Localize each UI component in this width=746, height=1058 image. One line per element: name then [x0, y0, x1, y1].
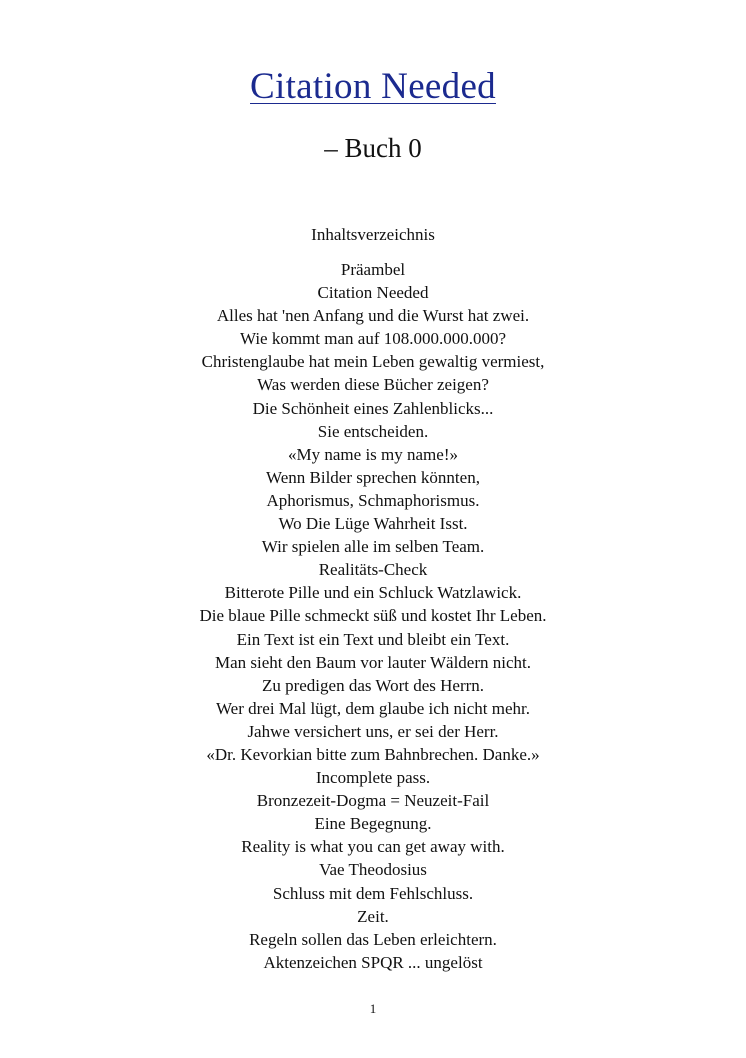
toc-item: Wie kommt man auf 108.000.000.000?: [239, 329, 507, 349]
toc-item: Zeit.: [357, 906, 389, 926]
toc-heading: Inhaltsverzeichnis: [311, 225, 435, 244]
toc-item: «My name is my name!»: [288, 444, 458, 464]
toc-item: Jahwe versichert uns, er sei der Herr.: [247, 721, 499, 741]
toc-item: Bronzezeit-Dogma = Neuzeit-Fail: [256, 791, 490, 811]
toc-item: Reality is what you can get away with.: [241, 837, 505, 857]
toc-item: Man sieht den Baum vor lauter Wäldern nicht.: [215, 652, 531, 672]
toc-item: Vae Theodosius: [319, 860, 427, 880]
toc-item: Regeln sollen das Leben erleichtern.: [249, 929, 497, 949]
toc-item: Die Schönheit eines Zahlenblicks...: [252, 398, 494, 418]
toc-item: Incomplete pass.: [315, 768, 431, 788]
toc-item: Wenn Bilder sprechen könnten,: [266, 467, 480, 487]
toc-item: Aktenzeichen SPQR ... ungelöst: [263, 952, 483, 972]
toc-item: Citation Needed: [317, 283, 429, 303]
toc-item: Was werden diese Bücher zeigen?: [257, 375, 489, 395]
toc-item: Wo Die Lüge Wahrheit Isst.: [278, 514, 468, 534]
toc-item: Wer drei Mal lügt, dem glaube ich nicht mehr.: [216, 698, 530, 718]
toc-item: Bitterote Pille und ein Schluck Watzlawick.: [224, 583, 522, 603]
toc-item: Wir spielen alle im selben Team.: [261, 537, 485, 557]
toc-item: Eine Begegnung.: [314, 814, 432, 834]
document-title-link[interactable]: Citation Needed: [250, 66, 496, 107]
toc-item: Christenglaube hat mein Leben gewaltig vermiest,: [201, 352, 545, 372]
toc-item: Die blaue Pille schmeckt süß und kostet Ihr Leben.: [199, 606, 547, 626]
toc-item: Sie entscheiden.: [317, 421, 429, 441]
table-of-contents: [0, 258, 746, 974]
document-subtitle: – Buch 0: [324, 133, 422, 163]
page-number: 1: [369, 1001, 377, 1016]
toc-item: Ein Text ist ein Text und bleibt ein Text.: [236, 629, 510, 649]
toc-item: Alles hat 'nen Anfang und die Wurst hat zwei.: [216, 306, 530, 326]
toc-item: Realitäts-Check: [318, 560, 428, 580]
toc-item: «Dr. Kevorkian bitte zum Bahnbrechen. Danke.»: [206, 744, 540, 764]
toc-item: Zu predigen das Wort des Herrn.: [261, 675, 485, 695]
toc-item: Schluss mit dem Fehlschluss.: [272, 883, 474, 903]
toc-item: Aphorismus, Schmaphorismus.: [266, 490, 480, 510]
toc-item: Präambel: [340, 260, 406, 279]
